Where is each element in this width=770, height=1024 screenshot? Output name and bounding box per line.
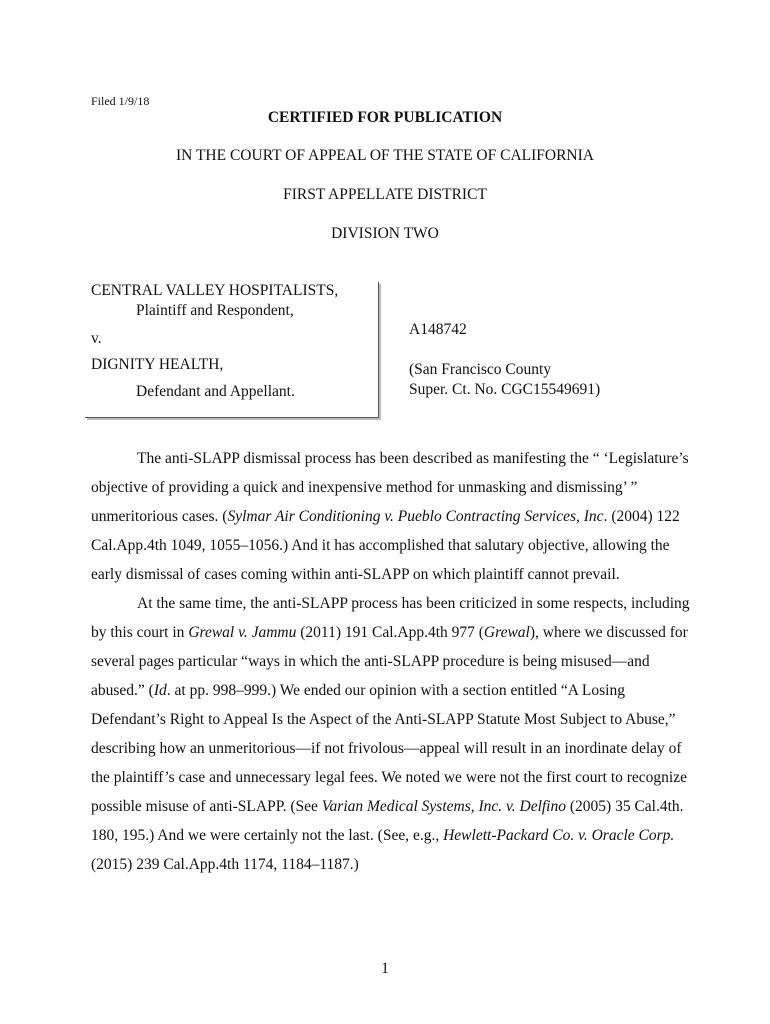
paragraph-2 (91, 589, 701, 879)
paragraph-1 (91, 444, 701, 589)
text-run: . at pp. 998–999.) We ended our opinion with a section entitled “A Losing Defendant’s Right to Appeal Is the Aspect of the Anti-SLAPP Statute Most Subject to Abuse,” describing how an unmeritorious—if not frivolous—appeal will result in an inordinate delay of the plaintiff’s case and unnecessary legal fees. We noted we were not the first court to recognize possible misuse of anti-SLAPP. (See (91, 682, 687, 815)
case-citation: Grewal v. Jammu (188, 624, 297, 641)
case-caption-parties (85, 282, 379, 418)
district-name: FIRST APPELLATE DISTRICT (283, 186, 487, 203)
filed-date: Filed 1/9/18 (91, 94, 150, 108)
division-name: DIVISION TWO (331, 225, 439, 242)
case-number: A148742 (409, 321, 467, 338)
county-line-2: Super. Ct. No. CGC15549691) (409, 381, 601, 398)
case-citation: Hewlett-Packard Co. v. Oracle Corp. (443, 827, 675, 844)
text-run: (2015) 239 Cal.App.4th 1174, 1184–1187.) (91, 856, 359, 873)
text-run: (2011) 191 Cal.App.4th 977 ( (296, 624, 484, 641)
text-run: At the same time, the anti-SLAPP process has been criticized in some respects, including by this court in (91, 595, 690, 641)
certified-heading: CERTIFIED FOR PUBLICATION (267, 109, 503, 126)
case-citation: Sylmar Air Conditioning v. Pueblo Contracting Services, Inc (227, 508, 604, 525)
court-name: IN THE COURT OF APPEAL OF THE STATE OF CALIFORNIA (176, 147, 594, 164)
county-line-1: (San Francisco County (409, 361, 552, 378)
case-caption-numbers (409, 320, 600, 400)
text-run: ), where we discussed for several pages particular “ways in which the anti-SLAPP procedure is being misused—and abused.” ( (91, 624, 688, 699)
case-short-name: Grewal (483, 624, 530, 641)
versus: v. (91, 330, 102, 347)
text-run: (2005) 35 Cal.4th. 180, 195.) And we were certainly not the last. (See, e.g., (91, 798, 684, 844)
plaintiff-role: Plaintiff and Respondent, (136, 302, 294, 319)
defendant-name: DIGNITY HEALTH, (91, 356, 224, 373)
id-citation: Id (153, 682, 167, 699)
case-citation: Varian Medical Systems, Inc. v. Delfino (321, 798, 566, 815)
text-run: The anti-SLAPP dismissal process has been described as manifesting the “ ‘Legislature’s objective of providing a quick and inexpensive method for unmasking and dismissing’ ” unmeritorious cases. ( (91, 450, 689, 525)
defendant-role: Defendant and Appellant. (136, 383, 295, 400)
opinion-body (91, 444, 701, 879)
page-number: 1 (381, 960, 389, 977)
text-run: . (2004) 122 Cal.App.4th 1049, 1055–1056.) And it has accomplished that salutary objective, allowing the early dismissal of cases coming within anti-SLAPP on which plaintiff cannot prevail. (91, 508, 680, 583)
plaintiff-name: CENTRAL VALLEY HOSPITALISTS, (91, 282, 339, 299)
